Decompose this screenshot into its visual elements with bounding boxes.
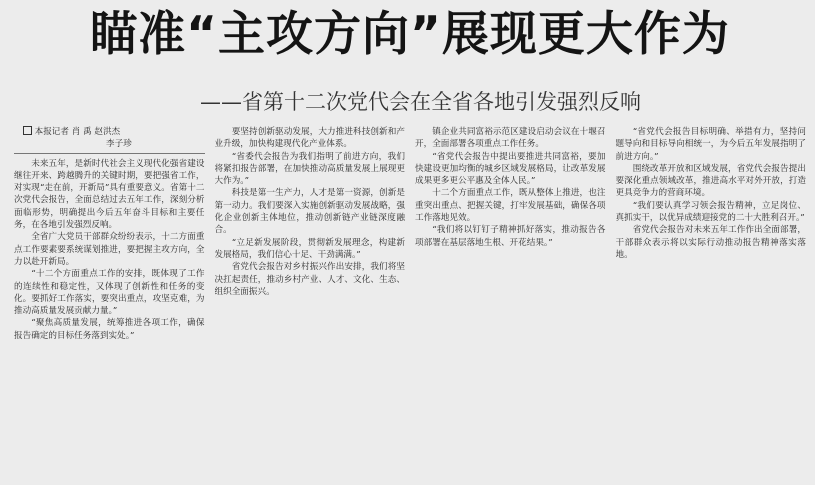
article-body	[14, 126, 806, 478]
article-subheadline: ——省第十二次党代会在全省各地引发强烈反响	[200, 90, 641, 114]
paragraph: 镇企业共同富裕示范区建设启动会议在十堰召开，全面部署各项重点工作任务。	[415, 127, 606, 150]
paragraph: 科技是第一生产力，人才是第一资源，创新是第一动力。我们要深入实施创新驱动发展战略，强化企业创新主体地位，推动创新链产业链深度融合。	[214, 188, 405, 236]
paragraph: 十二个方面重点工作，既从整体上推进，也注重突出重点、把握关键，打牢发展基础，确保各项工作落地见效。	[415, 188, 606, 224]
paragraph: “聚焦高质量发展，统筹推进各项工作，确保报告确定的目标任务落到实处。”	[14, 318, 205, 341]
paragraph: “省委代会报告为我们指明了前进方向，我们将紧扣报告部署，在加快推动高质量发展上展现更大作为。”	[214, 151, 405, 187]
article-headline: 瞄准“主攻方向”展现更大作为	[90, 7, 730, 62]
paragraph: “省党代会报告中提出要推进共同富裕，要加快建设更加均衡的城乡区域发展格局，让改革发展成果更多更公平惠及全体人民。”	[415, 151, 606, 187]
paragraph: “我们将以钉钉子精神抓好落实，推动报告各项部署在基层落地生根、开花结果。”	[415, 225, 606, 248]
paragraph: 省党代会报告对乡村振兴作出安排，我们将坚决扛起责任，推动乡村产业、人才、文化、生态、组织全面振兴。	[214, 262, 405, 297]
box-icon	[23, 126, 32, 135]
paragraph: “省党代会报告目标明确、举措有力，坚持问题导向和目标导向相统一，为今后五年发展指明了前进方向。”	[615, 127, 806, 162]
byline-names: 肖 禹 赵洪杰	[71, 127, 121, 137]
paragraph: “十二个方面重点工作的安排，既体现了工作的连续性和稳定性，又体现了创新性和任务的变化。要抓好工作落实，要突出重点，攻坚克难，为推动高质量发展贡献力量。”	[14, 269, 205, 317]
article-column-3	[415, 126, 606, 478]
paragraph: “我们要认真学习领会报告精神，立足岗位、真抓实干，以优异成绩迎接党的二十大胜利召开。”	[615, 200, 806, 224]
paragraph: 围绕改革开放和区域发展，省党代会报告提出要深化重点领域改革，推进高水平对外开放，打造更具竞争力的营商环境。	[615, 163, 806, 199]
article-column-1	[14, 126, 205, 478]
article-column-4	[616, 126, 807, 478]
byline	[14, 126, 205, 154]
paragraph: 省党代会报告对未来五年工作作出全面部署，干部群众表示将以实际行动推动报告精神落实落地。	[615, 225, 806, 260]
byline-names-2: 李子珍	[106, 139, 132, 150]
byline-tag: 本报记者	[34, 127, 69, 137]
paragraph: 未来五年，是新时代社会主义现代化强省建设继往开来、跨越腾升的关键时期，要把强省工作，对实现“走在前，开新局”具有重要意义。省第十二次党代会报告，全面总结过去五年工作，深刻分析面临形势，明确提出今后五年奋斗目标和主要任务，在各地引发强烈反响。	[14, 158, 205, 231]
paragraph: 全省广大党员干部群众纷纷表示，十二方面重点工作要素要系统谋划推进，要把握主攻方向，全力以赴开新局。	[14, 232, 205, 267]
paragraph: 要坚持创新驱动发展，大力推进科技创新和产业升级，加快构建现代化产业体系。	[214, 127, 405, 150]
paragraph: “立足新发展阶段，贯彻新发展理念，构建新发展格局，我们信心十足、干劲满满。”	[214, 237, 405, 260]
article-column-2	[215, 126, 406, 478]
